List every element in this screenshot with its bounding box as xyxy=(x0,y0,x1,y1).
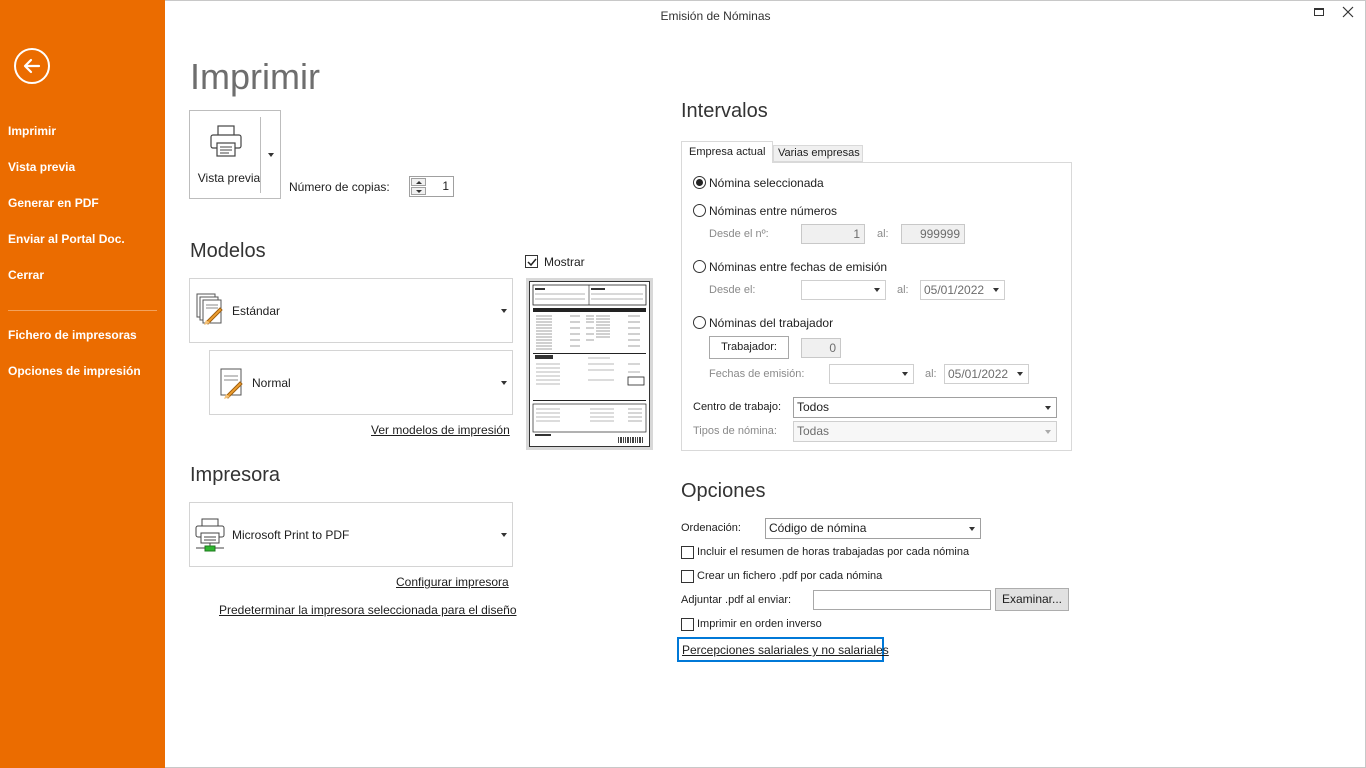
order-label: Ordenación: xyxy=(681,522,741,534)
preview-button-label: Vista previa xyxy=(197,171,261,185)
model-document-icon xyxy=(194,292,226,329)
order-value: Código de nómina xyxy=(769,521,867,535)
from-date-label: Desde el: xyxy=(709,284,756,296)
radio-selected-payroll[interactable] xyxy=(693,176,706,189)
chevron-down-icon xyxy=(501,309,507,313)
copies-stepper[interactable] xyxy=(409,176,454,197)
worker-to-date-label: al: xyxy=(925,368,937,380)
back-arrow-icon[interactable] xyxy=(14,48,50,84)
configure-printer-link[interactable]: Configurar impresora xyxy=(396,575,509,589)
worker-to-date-value: 05/01/2022 xyxy=(948,367,1009,381)
payroll-type-select[interactable] xyxy=(793,421,1057,442)
sidebar-item-generate-pdf[interactable]: Generar en PDF xyxy=(8,196,99,210)
set-default-printer-link[interactable]: Predeterminar la impresora seleccionada para el diseño xyxy=(219,603,517,617)
show-checkbox[interactable] xyxy=(525,255,538,268)
tab-current-company[interactable]: Empresa actual xyxy=(681,141,773,163)
preview-split-button[interactable] xyxy=(189,110,281,199)
chevron-down-icon xyxy=(902,372,908,376)
show-label: Mostrar xyxy=(544,255,585,269)
document-thumbnail xyxy=(526,278,653,450)
radio-worker-label: Nóminas del trabajador xyxy=(709,316,834,330)
stepper-up-icon[interactable] xyxy=(411,178,426,186)
sidebar-divider xyxy=(8,310,157,311)
format-value: Normal xyxy=(252,376,291,390)
sidebar-item-printer-file[interactable]: Fichero de impresoras xyxy=(8,328,137,342)
payroll-type-value: Todas xyxy=(797,424,830,438)
browse-button[interactable]: Examinar... xyxy=(995,588,1069,611)
chevron-down-icon xyxy=(501,533,507,537)
from-date-picker[interactable] xyxy=(801,280,886,300)
work-center-value: Todos xyxy=(797,400,830,414)
radio-selected-payroll-label: Nómina seleccionada xyxy=(709,176,824,190)
attach-label: Adjuntar .pdf al enviar: xyxy=(681,594,792,606)
worker-button[interactable]: Trabajador: xyxy=(709,336,789,359)
copies-label: Número de copias: xyxy=(289,180,390,194)
sidebar-item-send-portal[interactable]: Enviar al Portal Doc. xyxy=(8,232,125,246)
stepper-down-icon[interactable] xyxy=(411,187,426,195)
attach-field[interactable] xyxy=(813,590,991,610)
close-icon[interactable] xyxy=(1337,2,1359,22)
chevron-down-icon xyxy=(1045,406,1051,410)
create-pdf-checkbox[interactable] xyxy=(681,570,694,583)
radio-between-numbers[interactable] xyxy=(693,204,706,217)
worker-to-date-picker[interactable] xyxy=(944,364,1029,384)
work-center-label: Centro de trabajo: xyxy=(693,401,782,413)
sidebar xyxy=(0,0,165,768)
maximize-icon[interactable] xyxy=(1311,4,1327,20)
from-number-field[interactable]: 1 xyxy=(801,224,865,244)
perceptions-link[interactable]: Percepciones salariales y no salariales xyxy=(682,643,889,657)
chevron-down-icon xyxy=(993,288,999,292)
sidebar-item-print-options[interactable]: Opciones de impresión xyxy=(8,364,141,378)
worker-dates-label: Fechas de emisión: xyxy=(709,368,805,380)
sidebar-item-print[interactable]: Imprimir xyxy=(8,124,57,138)
format-select[interactable] xyxy=(209,350,513,415)
worker-field[interactable]: 0 xyxy=(801,338,841,358)
printer-device-icon xyxy=(194,518,226,555)
chevron-down-icon xyxy=(1045,430,1051,434)
printer-select[interactable] xyxy=(189,502,513,567)
from-number-label: Desde el nº: xyxy=(709,228,769,240)
preview-dropdown-arrow[interactable] xyxy=(264,151,276,159)
chevron-down-icon xyxy=(1017,372,1023,376)
to-date-value: 05/01/2022 xyxy=(924,283,985,297)
intervals-title: Intervalos xyxy=(681,100,768,122)
sidebar-item-close[interactable]: Cerrar xyxy=(8,268,45,282)
chevron-down-icon xyxy=(501,381,507,385)
radio-between-dates[interactable] xyxy=(693,260,706,273)
tab-multiple-companies[interactable]: Varias empresas xyxy=(773,145,863,162)
to-number-label: al: xyxy=(877,228,889,240)
radio-worker[interactable] xyxy=(693,316,706,329)
include-summary-checkbox[interactable] xyxy=(681,546,694,559)
sidebar-item-preview[interactable]: Vista previa xyxy=(8,160,76,174)
chevron-down-icon xyxy=(969,527,975,531)
split-divider xyxy=(260,117,261,193)
printer-title: Impresora xyxy=(190,464,281,486)
to-number-field[interactable]: 999999 xyxy=(901,224,965,244)
to-date-picker[interactable] xyxy=(920,280,1005,300)
work-center-select[interactable] xyxy=(793,397,1057,418)
page-title: Imprimir xyxy=(190,56,320,97)
models-title: Modelos xyxy=(190,240,266,262)
model-select[interactable] xyxy=(189,278,513,343)
view-models-link[interactable]: Ver modelos de impresión xyxy=(371,423,510,437)
printer-value: Microsoft Print to PDF xyxy=(232,528,350,542)
printer-icon xyxy=(209,125,243,160)
create-pdf-label: Crear un fichero .pdf por cada nómina xyxy=(697,570,883,582)
format-document-icon xyxy=(216,366,248,403)
radio-between-dates-label: Nóminas entre fechas de emisión xyxy=(709,260,888,274)
payroll-type-label: Tipos de nómina: xyxy=(693,425,777,437)
reverse-order-checkbox[interactable] xyxy=(681,618,694,631)
order-select[interactable] xyxy=(765,518,981,539)
radio-between-numbers-label: Nóminas entre números xyxy=(709,204,838,218)
chevron-down-icon xyxy=(874,288,880,292)
options-title: Opciones xyxy=(681,480,766,502)
window-title: Emisión de Nóminas xyxy=(660,9,771,23)
copies-value: 1 xyxy=(442,179,449,193)
model-value: Estándar xyxy=(232,304,281,318)
to-date-label: al: xyxy=(897,284,909,296)
include-summary-label: Incluir el resumen de horas trabajadas por cada nómina xyxy=(697,546,970,558)
worker-from-date-picker[interactable] xyxy=(829,364,914,384)
reverse-order-label: Imprimir en orden inverso xyxy=(697,618,822,630)
